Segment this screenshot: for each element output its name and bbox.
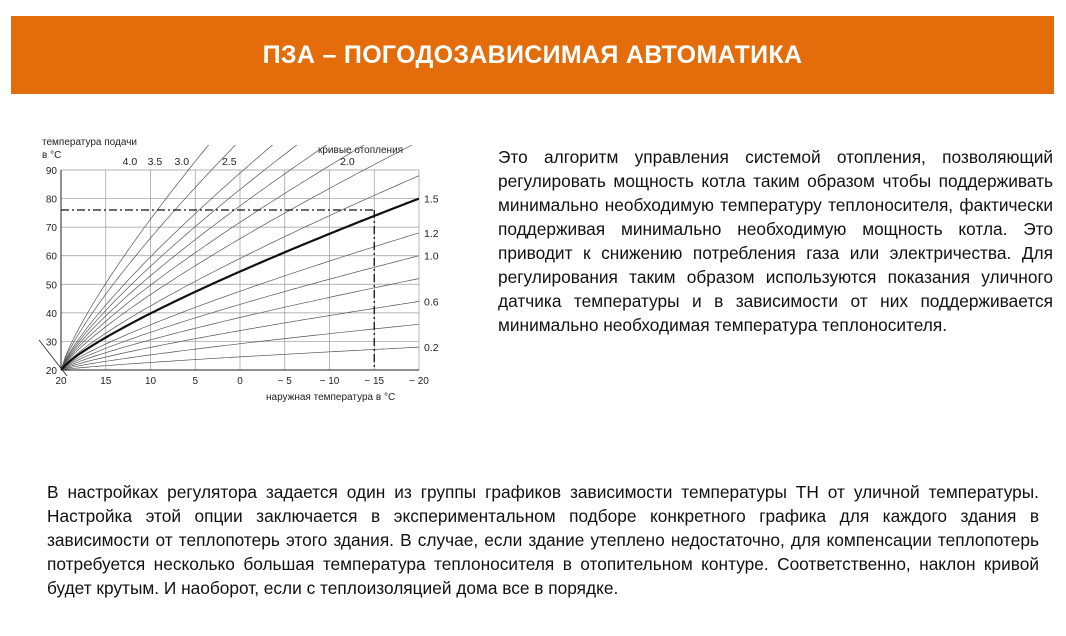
x-tick-label: 5 [192,376,199,387]
curve-label-top: 4.0 [122,156,138,168]
curve-label-top: 2.0 [340,156,355,168]
x-tick-label: − 15 [364,376,385,387]
curve-label-top: 3.0 [174,156,190,168]
settings-paragraph: В настройках регулятора задается один из группы графиков зависимости температуры ТН от уличной температуры. Настройка этой опции заключается в экспериментальном подборе конкретного графика для каждого здания в зависимости от теплопотерь этого здания. В случае, если здание утеплено недостаточно, для компенсации теплопотерь потребуется несколько большая температура теплоносителя в отопительном контуре. Соответственно, наклон кривой будет крутым. И наоборот, если с теплоизоляцией дома все в порядке. [47,482,1039,598]
y-tick-label: 80 [45,194,57,206]
y-tick-label: 20 [45,366,57,377]
curve-label-right: 0.2 [424,342,439,355]
x-tick-label: 15 [100,376,112,387]
heating-curves-chart [30,130,450,415]
x-axis-label: наружная температура в °C [266,392,396,403]
description-paragraph: Это алгоритм управления системой отопления, позволяющий регулировать мощность котла таким образом чтобы поддерживать минимально необходимую температуру теплоносителя, фактически поддерживая минимально необходимую мощность котла. Это приводит к снижению потребления газа или электричества. Для регулирования таким образом используются показания уличного датчика температуры и в зависимости от них поддерживается минимально необходимая температура теплоносителя. [498,147,1053,335]
curve-label-right: 1.5 [424,193,439,206]
y-tick-label: 60 [45,251,57,263]
y-tick-label: 30 [45,337,57,349]
y-tick-label: 40 [45,308,57,320]
title-banner [11,16,1054,94]
curve-label-right: 1.2 [424,227,439,240]
curve-label-top: 3.5 [147,156,163,168]
x-tick-label: − 5 [277,376,292,387]
x-tick-label: − 10 [319,376,340,387]
x-tick-label: 0 [237,376,243,387]
x-tick-label: − 20 [409,376,429,387]
y-tick-label: 70 [45,223,57,235]
x-tick-label: 20 [55,376,67,387]
curve-label-right: 0.6 [424,296,439,309]
curve-label-top: 2.5 [221,156,237,168]
chart-svg [30,130,450,415]
page-title: ПЗА – ПОГОДОЗАВИСИМАЯ АВТОМАТИКА [262,40,803,69]
y-axis-label-line1: температура подачи [42,137,137,148]
curves-label: кривые отопления [318,145,404,156]
y-axis-label-line2: в °C [42,150,62,161]
x-tick-label: 10 [144,376,157,387]
curve-label-right: 1.0 [424,250,439,263]
y-tick-label: 50 [45,280,57,292]
y-tick-label: 90 [45,166,57,177]
